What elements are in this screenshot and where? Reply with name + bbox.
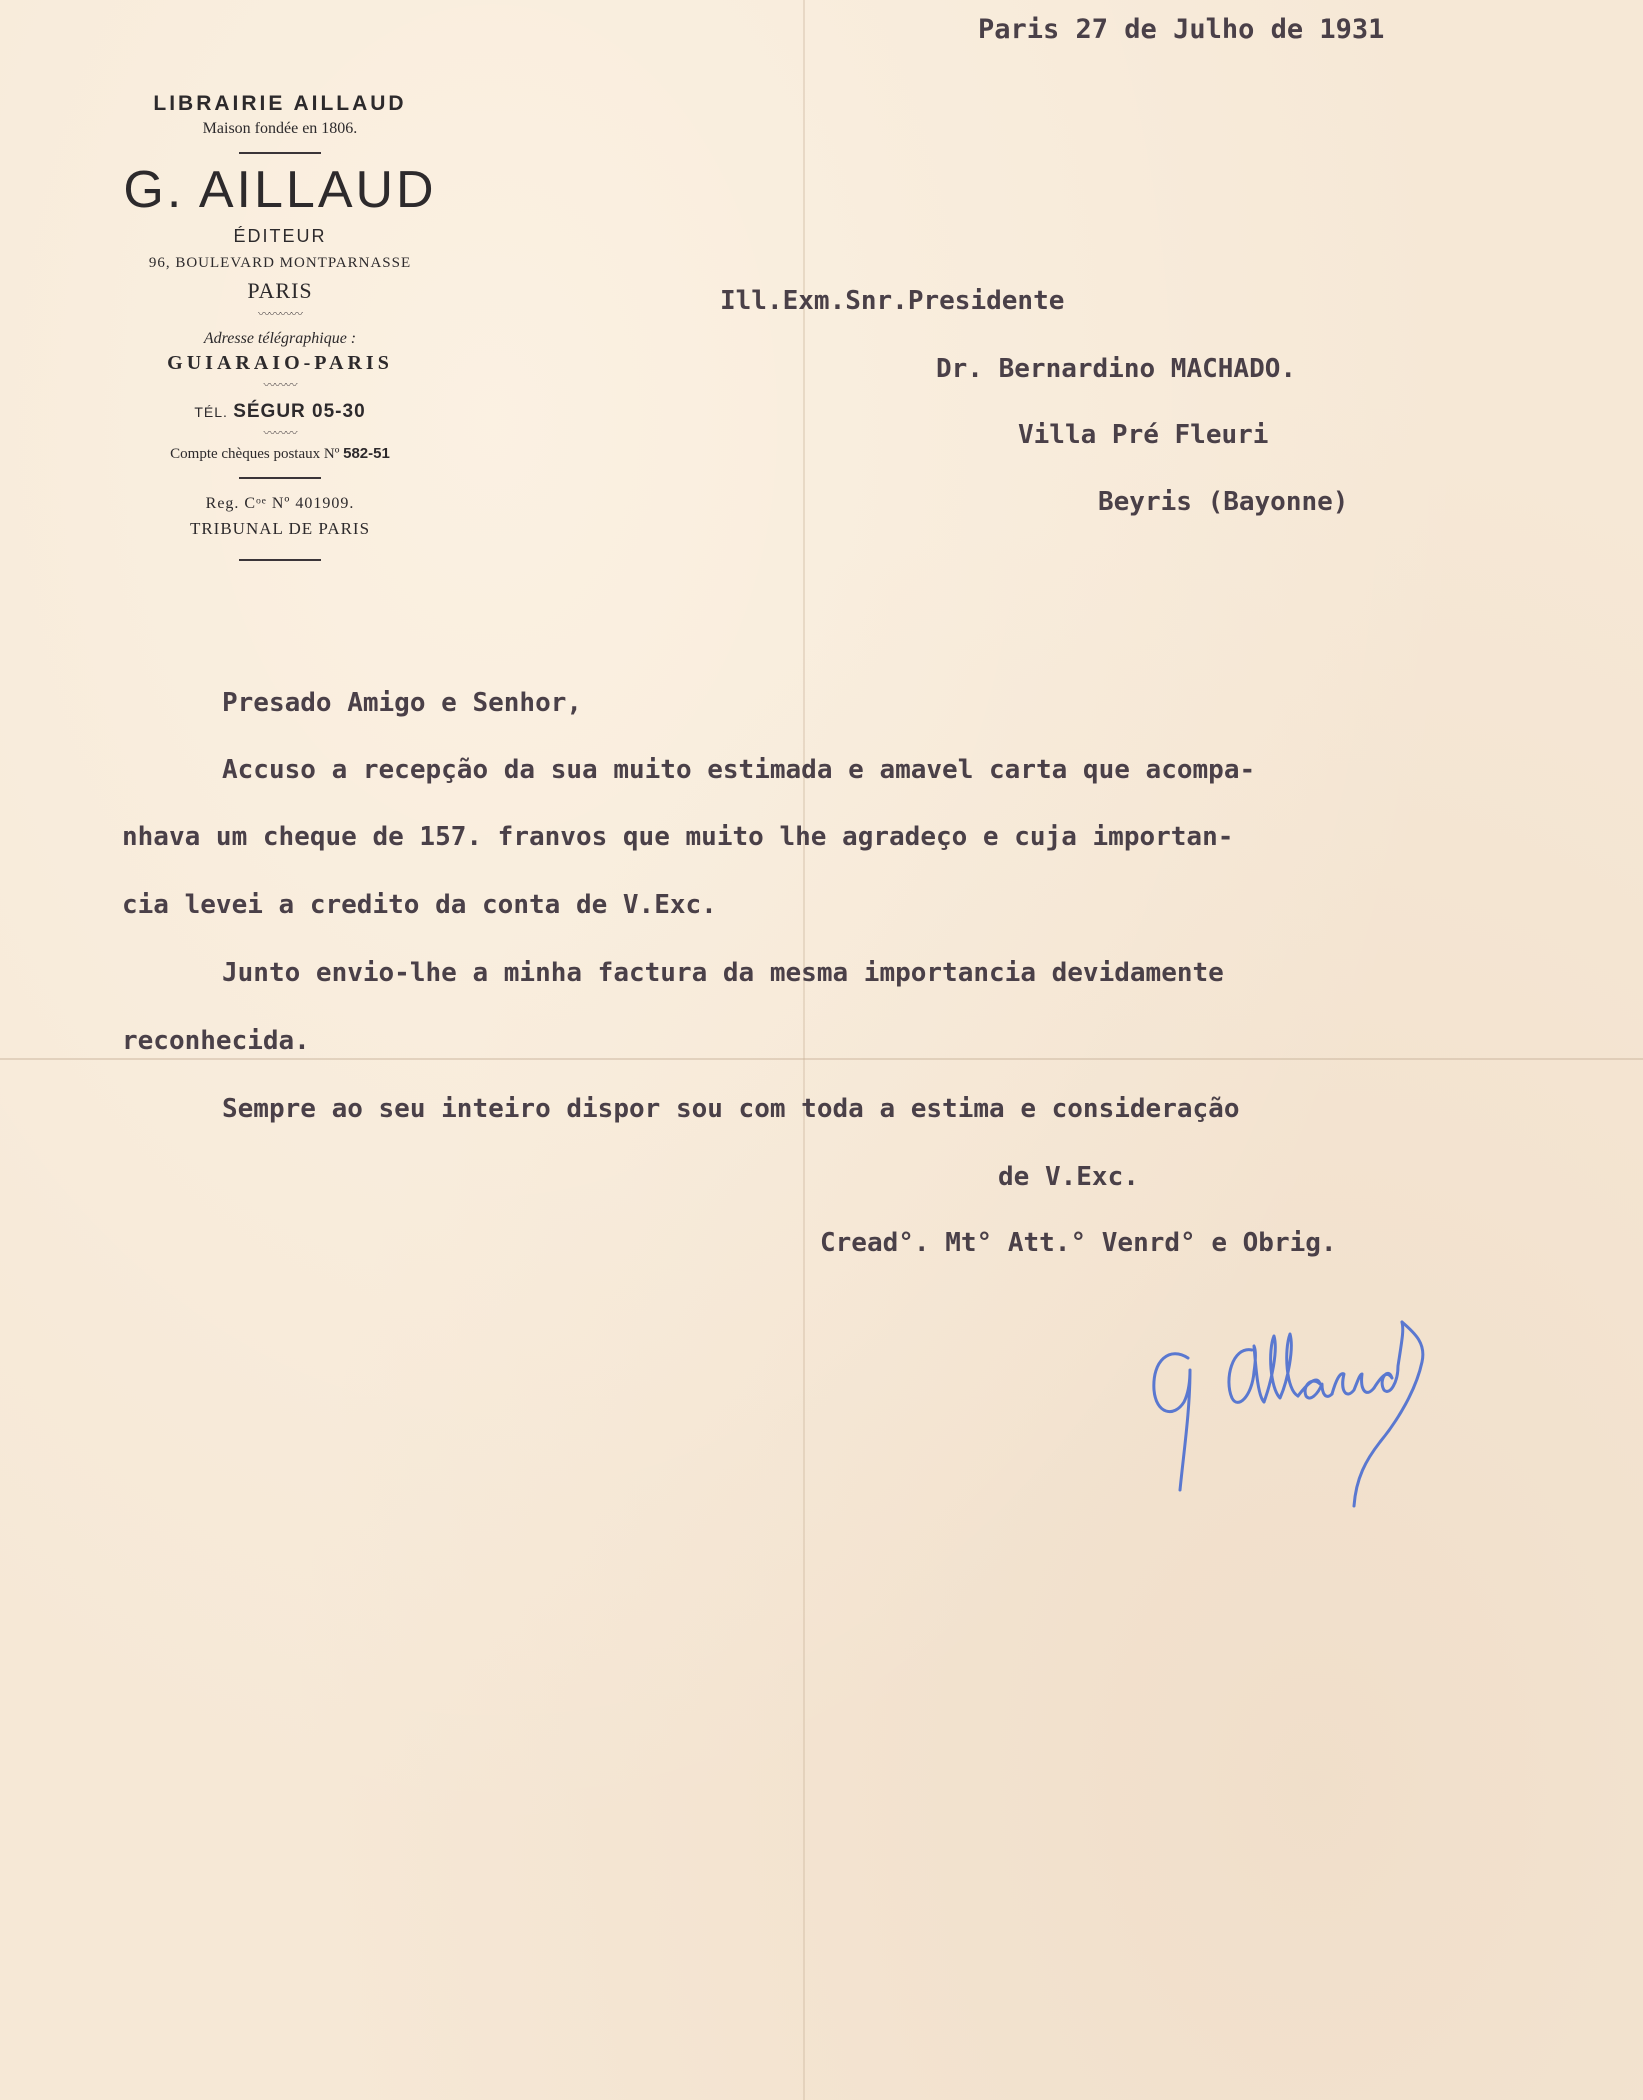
- body-line: Accuso a recepção da sua muito estimada e amavel carta que acompa-: [222, 755, 1256, 785]
- closing-line: Cread°. Mt° Att.° Venrd° e Obrig.: [820, 1228, 1337, 1258]
- letterhead-divider: [239, 152, 321, 154]
- body-line: nhava um cheque de 157. franvos que muito lhe agradeço e cuja importan-: [122, 822, 1234, 852]
- salutation: Presado Amigo e Senhor,: [222, 688, 583, 718]
- body-line: Sempre ao seu inteiro dispor sou com toda a estima e consideração: [222, 1094, 1240, 1124]
- letterhead-shop-name: LIBRAIRIE AILLAUD: [153, 92, 407, 115]
- letterhead-founded: Maison fondée en 1806.: [202, 120, 358, 137]
- letterhead-address: 96, BOULEVARD MONTPARNASSE: [148, 255, 412, 271]
- recipient-line: Beyris (Bayonne): [1098, 487, 1349, 517]
- letter-date: Paris 27 de Julho de 1931: [978, 14, 1385, 45]
- wavy-divider-icon: 〰〰〰〰: [257, 307, 302, 321]
- body-line: cia levei a credito da conta de V.Exc.: [122, 890, 717, 920]
- body-line: reconhecida.: [122, 1026, 310, 1056]
- recipient-line: Dr. Bernardino MACHADO.: [936, 354, 1297, 384]
- letterhead-registry: Reg. Cᵒᵉ Nº 401909.: [205, 495, 355, 512]
- wavy-divider-icon: 〰〰〰: [263, 426, 297, 440]
- letterhead-postal-account-number: 582-51: [343, 445, 390, 462]
- letterhead-telephone: [70, 401, 490, 423]
- letterhead-divider: [239, 559, 321, 561]
- body-line: Junto envio-lhe a minha factura da mesma importancia devidamente: [222, 958, 1224, 988]
- letterhead-telephone-number: SÉGUR 05-30: [233, 401, 366, 422]
- letterhead-divider: [239, 477, 321, 479]
- letterhead-city: PARIS: [247, 278, 313, 303]
- letterhead-telegraph-label: Adresse télégraphique :: [203, 330, 357, 347]
- letterhead-telephone-label: TÉL.: [194, 404, 228, 420]
- letterhead-postal-account: [70, 445, 490, 463]
- paper-fold-horizontal: [0, 1058, 1643, 1060]
- recipient-line: Villa Pré Fleuri: [1018, 420, 1269, 450]
- letterhead-role: ÉDITEUR: [233, 226, 327, 246]
- letterhead: [70, 92, 490, 571]
- letterhead-tribunal: TRIBUNAL DE PARIS: [189, 519, 371, 538]
- closing-line: de V.Exc.: [998, 1162, 1139, 1192]
- letterhead-telegraph: GUIARAIO-PARIS: [167, 352, 393, 374]
- handwritten-signature: [1140, 1310, 1540, 1540]
- letterhead-postal-account-label: Compte chèques postaux Nº: [170, 446, 340, 462]
- wavy-divider-icon: 〰〰〰: [263, 378, 297, 392]
- letterhead-publisher-name: G. AILLAUD: [123, 161, 437, 219]
- recipient-line: Ill.Exm.Snr.Presidente: [720, 286, 1065, 316]
